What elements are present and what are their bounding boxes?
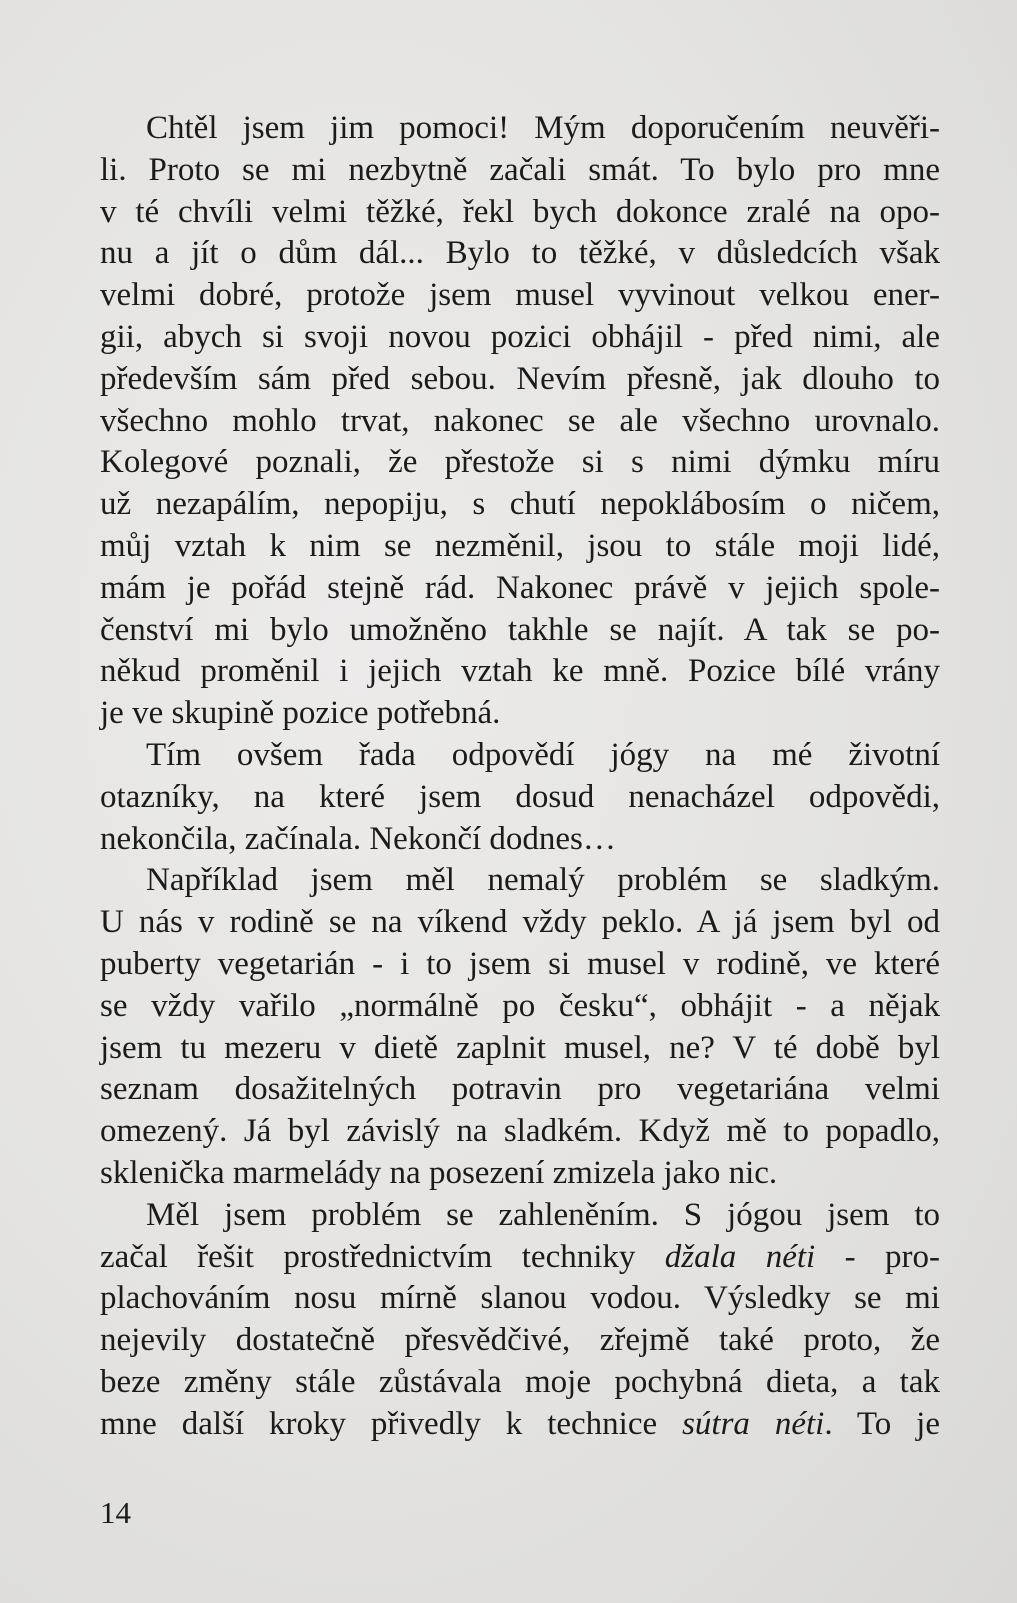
text-line: mám je pořád stejně rád. Nakonec právě v jejich spole- [100, 569, 940, 606]
text-line: Měl jsem problém se zahleněním. S jógou jsem to [146, 1196, 940, 1233]
text-line: všechno mohlo trvat, nakonec se ale všechno urovnalo. [100, 402, 940, 439]
text-line: velmi dobré, protože jsem musel vyvinout velkou ener- [100, 277, 940, 314]
text-line: sklenička marmelády na posezení zmizela jako nic. [100, 1154, 778, 1191]
text-segment: - pro- [815, 1238, 940, 1275]
italic-term: džala néti [664, 1238, 816, 1275]
text-line: plachováním nosu mírně slanou vodou. Výsledky se mi [100, 1280, 940, 1317]
text-line: nejevily dostatečně přesvědčivé, zřejmě také proto, že [100, 1322, 940, 1359]
text-line: Například jsem měl nemalý problém se sladkým. [146, 862, 940, 899]
text-line: Kolegové poznali, že přestože si s nimi dýmku míru [100, 444, 940, 481]
text-line: především sám před sebou. Nevím přesně, jak dlouho to [100, 360, 940, 397]
text-line: gii, abych si svoji novou pozici obhájil - před nimi, ale [100, 318, 940, 355]
italic-term: sútra néti [682, 1405, 825, 1442]
text-line: nu a jít o dům dál... Bylo to těžké, v důsledcích však [100, 235, 940, 272]
text-line: beze změny stále zůstávala moje pochybná dieta, a tak [100, 1363, 940, 1400]
text-segment: mne další kroky přivedly k technice [100, 1405, 683, 1442]
page-number: 14 [100, 1495, 131, 1530]
text-line: Tím ovšem řada odpovědí jógy na mé životní [146, 736, 940, 773]
text-line: li. Proto se mi nezbytně začali smát. To bylo pro mne [100, 151, 940, 188]
text-line: jsem tu mezeru v dietě zaplnit musel, ne? V té době byl [100, 1029, 940, 1066]
text-line: je ve skupině pozice potřebná. [100, 695, 501, 732]
text-line: nekončila, začínala. Nekončí dodnes… [100, 820, 616, 857]
text-segment: začal řešit prostřednictvím techniky [100, 1238, 665, 1275]
text-line [100, 1404, 940, 1446]
text-line: omezený. Já byl závislý na sladkém. Když mě to popadlo, [100, 1113, 940, 1150]
text-line: otazníky, na které jsem dosud nenacházel odpovědi, [100, 778, 940, 815]
body-text [100, 108, 940, 1446]
text-line: seznam dosažitelných potravin pro vegetariána velmi [100, 1071, 940, 1108]
text-line: čenství mi bylo umožněno takhle se najít. A tak se po- [100, 611, 940, 648]
text-line: můj vztah k nim se nezměnil, jsou to stále moji lidé, [100, 527, 940, 564]
text-line: se vždy vařilo „normálně po česku“, obhájit - a nějak [100, 987, 940, 1024]
text-line: puberty vegetarián - i to jsem si musel v rodině, ve které [100, 945, 940, 982]
text-line [100, 1237, 940, 1279]
text-line: Chtěl jsem jim pomoci! Mým doporučením neuvěři- [146, 110, 940, 146]
text-line: někud proměnil i jejich vztah ke mně. Pozice bílé vrány [100, 653, 940, 690]
text-segment: . To je [824, 1405, 940, 1442]
text-line: v té chvíli velmi těžké, řekl bych dokonce zralé na opo- [100, 193, 940, 230]
text-line: už nezapálím, nepopiju, s chutí nepoklábosím o ničem, [100, 486, 940, 523]
text-line: U nás v rodině se na víkend vždy peklo. A já jsem byl od [100, 904, 940, 941]
